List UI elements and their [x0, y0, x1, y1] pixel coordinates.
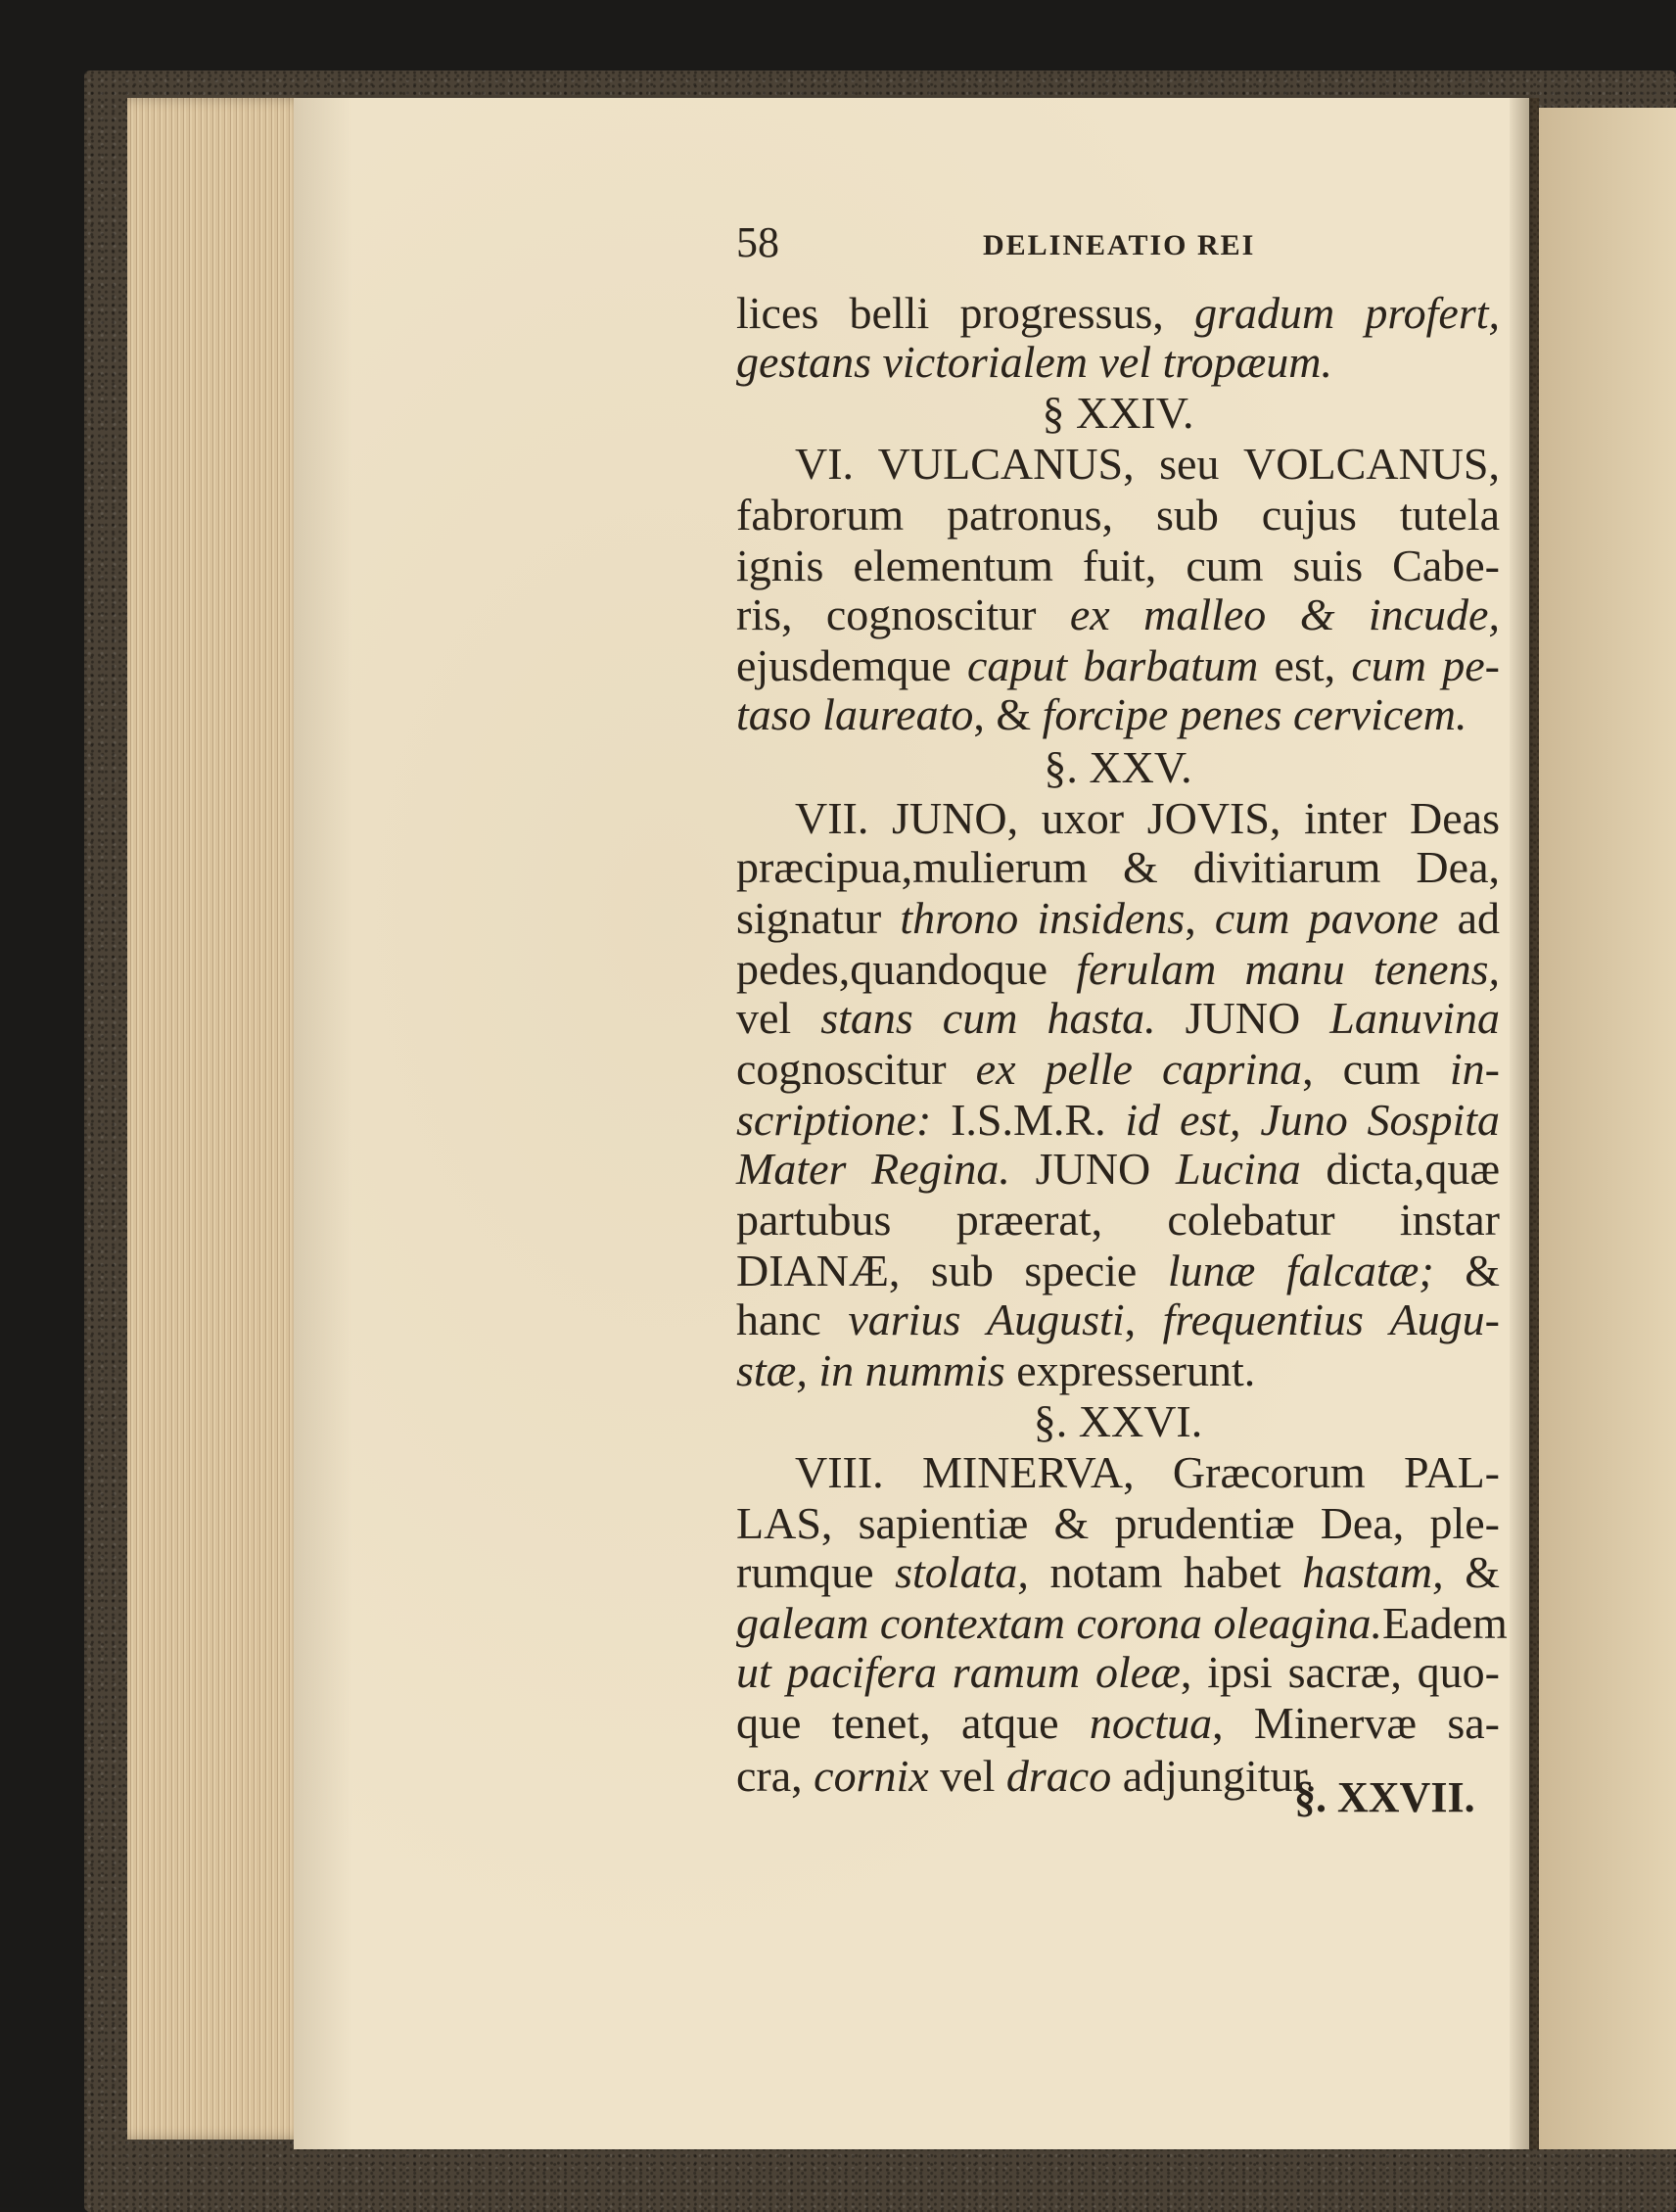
italic-run: cornix	[814, 1751, 929, 1801]
italic-run: frequentius Augu-	[1162, 1294, 1500, 1344]
text-run: ris, cognoscitur	[736, 589, 1070, 639]
section-heading	[736, 1394, 1500, 1449]
italic-run: gestans victorialem vel tropæum.	[736, 337, 1332, 387]
text-line	[736, 991, 1500, 1046]
text-run: JUNO	[1155, 993, 1330, 1043]
italic-run: ex malleo & incude,	[1069, 589, 1500, 639]
section-heading	[736, 740, 1500, 795]
text-line	[736, 1293, 1500, 1347]
italic-run: hastam,	[1302, 1547, 1444, 1597]
text-run: , cum	[1302, 1044, 1450, 1094]
italic-run: Lucina	[1175, 1144, 1301, 1194]
text-run: , ipsi sacræ, quo-	[1180, 1647, 1500, 1697]
text-line	[736, 286, 1500, 341]
catchword: §. XXVII.	[1294, 1773, 1475, 1821]
text-run: VII. JUNO, uxor JOVIS, inter Deas	[795, 793, 1500, 843]
italic-run: stans cum hasta.	[820, 993, 1156, 1043]
page-number: 58	[736, 218, 779, 266]
text-run: cra,	[736, 1751, 815, 1801]
italic-run: in-	[1449, 1044, 1500, 1094]
text-line	[736, 1244, 1500, 1298]
text-run: pedes,quandoque	[736, 944, 1077, 994]
text-run: ,	[1185, 893, 1215, 943]
italic-run: cum pavone	[1214, 893, 1439, 943]
italic-run: ut pacifera ramum oleæ	[736, 1647, 1181, 1697]
italic-run: draco	[1005, 1751, 1112, 1801]
text-line	[736, 638, 1500, 693]
text-run: signatur	[736, 893, 901, 943]
text-run: vel	[736, 993, 821, 1043]
text-run: , Minervæ sa-	[1212, 1698, 1500, 1748]
italic-run: stolata,	[895, 1547, 1029, 1597]
text-run: ejusdemque	[736, 640, 967, 690]
text-line	[736, 1343, 1255, 1398]
text-line	[736, 335, 1332, 390]
text-run: partubus præerat, colebatur instar	[736, 1195, 1500, 1245]
text-run: fabrorum patronus, sub cujus tutela	[736, 490, 1500, 540]
italic-run: Lanuvina	[1329, 993, 1501, 1043]
italic-run: throno insidens	[900, 893, 1186, 943]
text-run: que tenet, atque	[736, 1698, 1090, 1748]
text-run: expresserunt.	[1004, 1345, 1256, 1395]
italic-run: cum pe-	[1351, 640, 1500, 690]
italic-run: Mater Regina.	[736, 1144, 1010, 1194]
text-run: , &	[973, 689, 1043, 739]
text-run: præcipua,mulierum & divitiarum Dea,	[736, 842, 1500, 892]
text-line	[736, 1445, 1500, 1500]
text-line	[736, 488, 1500, 542]
text-line	[736, 1749, 1317, 1804]
text-run: VIII. MINERVA, Græcorum PAL-	[795, 1447, 1500, 1497]
text-run: notam habet	[1028, 1547, 1303, 1597]
text-line	[736, 840, 1500, 895]
italic-run: galeam contextam corona oleagina.	[736, 1598, 1383, 1648]
text-line	[736, 942, 1500, 997]
text-line	[736, 1645, 1500, 1700]
text-run: ignis elementum fuit, cum suis Cabe-	[736, 541, 1500, 590]
text-line	[736, 1093, 1500, 1148]
text-run: vel	[928, 1751, 1006, 1801]
text-run: rumque	[736, 1547, 896, 1597]
text-run: LAS, sapientiæ & prudentiæ Dea, ple-	[736, 1498, 1500, 1548]
text-run: est,	[1258, 640, 1352, 690]
text-line	[736, 1545, 1500, 1600]
gutter-shadow	[1510, 98, 1539, 2149]
text-line	[736, 1496, 1500, 1551]
italic-run: lunæ falcatæ;	[1167, 1246, 1434, 1295]
text-run: &	[1443, 1547, 1501, 1597]
text-line	[736, 1142, 1500, 1197]
facing-page	[1539, 108, 1676, 2149]
text-run: §. XXV.	[1044, 742, 1192, 792]
text-run: lices belli progressus,	[736, 288, 1195, 338]
text-run: &	[1433, 1246, 1500, 1295]
italic-run: noctua	[1089, 1698, 1213, 1748]
text-run: VI. VULCANUS, seu VOLCANUS,	[795, 439, 1500, 489]
italic-run: gradum profert,	[1194, 288, 1501, 338]
text-line	[736, 1042, 1500, 1097]
italic-run: ex pelle caprina	[975, 1044, 1303, 1094]
text-run: DIANÆ, sub specie	[736, 1246, 1168, 1295]
text-run: JUNO	[1009, 1144, 1176, 1194]
italic-run: scriptione:	[736, 1095, 932, 1145]
text-run: §. XXVI.	[1033, 1396, 1203, 1446]
text-line	[736, 687, 1466, 742]
text-run: dicta,quæ	[1300, 1144, 1501, 1194]
running-head: DELINEATIO REI	[983, 229, 1256, 261]
italic-run: id est, Juno Sospita	[1125, 1095, 1501, 1145]
text-run: § XXIV.	[1042, 388, 1194, 438]
text-line	[736, 791, 1500, 846]
text-line	[736, 1193, 1500, 1247]
text-line	[736, 539, 1500, 593]
text-run: ,	[1124, 1294, 1163, 1344]
text-run: hanc	[736, 1294, 849, 1344]
text-line	[736, 437, 1500, 492]
italic-run: forcipe penes cervicem.	[1042, 689, 1467, 739]
italic-run: taso laureato	[736, 689, 974, 739]
text-run: ad	[1438, 893, 1500, 943]
text-line	[736, 588, 1500, 642]
text-line	[736, 891, 1500, 946]
text-run: adjungitur.	[1111, 1751, 1317, 1801]
text-line	[736, 1696, 1500, 1751]
text-run: Eadem	[1382, 1598, 1508, 1648]
text-run: I.S.M.R.	[931, 1095, 1126, 1145]
text-run: cognoscitur	[736, 1044, 976, 1094]
text-line	[736, 1596, 1508, 1651]
italic-run: caput barbatum	[966, 640, 1259, 690]
italic-run: stæ, in nummis	[736, 1345, 1005, 1395]
italic-run: ferulam manu tenens,	[1076, 944, 1500, 994]
italic-run: varius Augusti	[848, 1294, 1125, 1344]
section-heading	[736, 386, 1500, 441]
